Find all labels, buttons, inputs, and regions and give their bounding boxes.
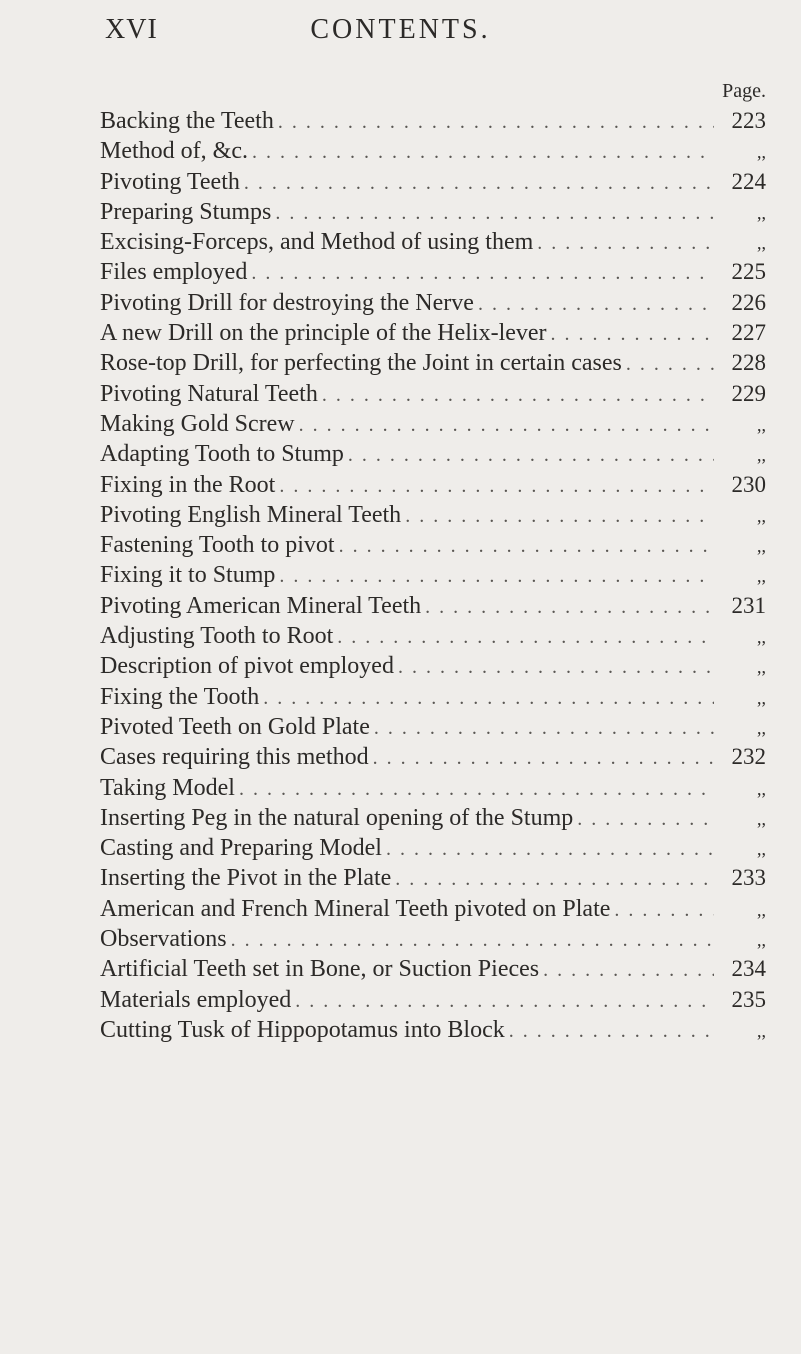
dot-leader (626, 349, 714, 378)
entry-page-number: ,, (757, 627, 766, 648)
entry-title: Artificial Teeth set in Bone, or Suction Pieces (100, 956, 540, 983)
entry-page-number: ,, (757, 233, 766, 254)
page-column-heading: Page. (722, 80, 766, 102)
entry-title: Inserting the Pivot in the Plate (100, 865, 392, 892)
entry-page-number: ,, (757, 142, 766, 163)
entry-title: Fixing in the Root (100, 471, 276, 498)
entry-title: Fixing the Tooth (100, 683, 260, 710)
entry-page-number: ,, (757, 657, 766, 678)
entry-page-number: ,, (757, 717, 766, 738)
entry-title: Making Gold Screw (100, 410, 295, 437)
entry-page-number: ,, (757, 687, 766, 708)
entry-title: Pivoting Teeth (100, 168, 240, 195)
contents-entry (100, 924, 766, 954)
entry-title: Taking Model (100, 774, 235, 801)
entry-title: Description of pivot employed (100, 653, 394, 680)
entry-page-number: ,, (757, 808, 766, 829)
roman-page-number: XVI (105, 14, 158, 45)
contents-entry (100, 560, 766, 590)
entry-page-number: ,, (757, 505, 766, 526)
entry-title: Excising-Forceps, and Method of using them (100, 229, 534, 256)
dot-leader (395, 864, 714, 893)
contents-entry (100, 773, 766, 803)
dot-leader (386, 834, 714, 863)
dot-leader (231, 925, 714, 954)
dot-leader (252, 137, 714, 166)
entry-title: Materials employed (100, 986, 292, 1013)
contents-entry (100, 591, 766, 621)
entry-title: Casting and Preparing Model (100, 835, 382, 862)
contents-entry (100, 379, 766, 409)
entry-title: Cases requiring this method (100, 744, 369, 771)
entry-page-number: ,, (757, 899, 766, 920)
entry-page-number: ,, (757, 1020, 766, 1041)
dot-leader (374, 713, 714, 742)
contents-entry (100, 954, 766, 984)
contents-entry (100, 409, 766, 439)
contents-entry (100, 470, 766, 500)
dot-leader (373, 743, 714, 772)
dot-leader (614, 895, 714, 924)
contents-entry (100, 227, 766, 257)
entry-title: Pivoting Drill for destroying the Nerve (100, 289, 474, 316)
dot-leader (405, 501, 714, 530)
contents-entry (100, 197, 766, 227)
contents-entry (100, 863, 766, 893)
entry-title: Pivoted Teeth on Gold Plate (100, 713, 370, 740)
entry-page-number: 227 (731, 320, 766, 346)
contents-entry (100, 439, 766, 469)
entry-page-number: ,, (757, 839, 766, 860)
contents-entry (100, 106, 766, 136)
entry-page-number: 223 (731, 108, 766, 133)
contents-entry (100, 257, 766, 287)
contents-entry (100, 621, 766, 651)
entry-title: Files employed (100, 259, 248, 286)
contents-entry (100, 1015, 766, 1045)
entry-page-number: 226 (731, 289, 766, 315)
contents-entry (100, 712, 766, 742)
contents-entry (100, 530, 766, 560)
entry-title: Inserting Peg in the natural opening of the Stump (100, 804, 574, 831)
page-header (0, 12, 801, 52)
entry-page-number: ,, (757, 778, 766, 799)
contents-entry (100, 894, 766, 924)
dot-leader (337, 622, 714, 651)
entry-title: Adjusting Tooth to Root (100, 623, 334, 650)
entry-page-number: ,, (757, 566, 766, 587)
contents-entry (100, 136, 766, 166)
entry-page-number: ,, (757, 445, 766, 466)
entry-page-number: 235 (731, 986, 766, 1012)
dot-leader (478, 289, 714, 318)
dot-leader (577, 804, 714, 833)
dot-leader (244, 168, 714, 197)
contents-entry (100, 985, 766, 1015)
dot-leader (251, 258, 714, 287)
dot-leader (398, 652, 714, 681)
entry-page-number: 231 (731, 592, 766, 618)
dot-leader (537, 228, 714, 257)
contents-entry (100, 318, 766, 348)
contents-entry (100, 682, 766, 712)
contents-entry (100, 803, 766, 833)
dot-leader (275, 198, 714, 227)
entry-page-number: 224 (731, 168, 766, 194)
entry-title: Backing the Teeth (100, 108, 274, 134)
contents-entry (100, 833, 766, 863)
entry-title: A new Drill on the principle of the Helix-lever (100, 320, 547, 347)
entry-title: Pivoting English Mineral Teeth (100, 501, 402, 528)
dot-leader (279, 471, 714, 500)
dot-leader (509, 1016, 714, 1045)
entry-page-number: 225 (731, 259, 766, 285)
entry-title: Pivoting American Mineral Teeth (100, 592, 422, 619)
dot-leader (339, 531, 714, 560)
entry-page-number: ,, (757, 930, 766, 951)
dot-leader (239, 774, 714, 803)
contents-entry (100, 348, 766, 378)
contents-entry (100, 500, 766, 530)
entry-page-number: 232 (731, 744, 766, 770)
entry-page-number: 233 (731, 865, 766, 891)
contents-entry (100, 651, 766, 681)
contents-list (100, 106, 766, 1045)
entry-page-number: ,, (757, 202, 766, 223)
dot-leader (425, 592, 714, 621)
dot-leader (551, 319, 714, 348)
entry-page-number: ,, (757, 536, 766, 557)
entry-title: Fastening Tooth to pivot (100, 532, 335, 559)
dot-leader (322, 380, 714, 409)
dot-leader (543, 955, 714, 984)
entry-page-number: 229 (731, 380, 766, 406)
page-title: CONTENTS. (310, 14, 491, 45)
entry-title: Fixing it to Stump (100, 562, 276, 589)
entry-page-number: 228 (731, 350, 766, 376)
dot-leader (348, 440, 714, 469)
entry-page-number: 234 (731, 956, 766, 982)
contents-entry (100, 288, 766, 318)
entry-title: Observations (100, 926, 227, 953)
dot-leader (279, 561, 714, 590)
dot-leader (263, 683, 714, 712)
entry-title: Preparing Stumps (100, 198, 272, 225)
contents-entry (100, 742, 766, 772)
contents-entry (100, 167, 766, 197)
dot-leader (299, 410, 714, 439)
dot-leader (295, 986, 714, 1015)
entry-title: Method of, &c. (100, 138, 248, 165)
entry-title: Cutting Tusk of Hippopotamus into Block (100, 1016, 505, 1043)
entry-page-number: 230 (731, 471, 766, 497)
entry-title: Rose-top Drill, for perfecting the Joint in certain cases (100, 350, 622, 377)
entry-title: Adapting Tooth to Stump (100, 441, 344, 468)
entry-page-number: ,, (757, 414, 766, 435)
entry-title: American and French Mineral Teeth pivoted on Plate (100, 895, 611, 922)
entry-title: Pivoting Natural Teeth (100, 380, 318, 407)
dot-leader (278, 107, 714, 136)
